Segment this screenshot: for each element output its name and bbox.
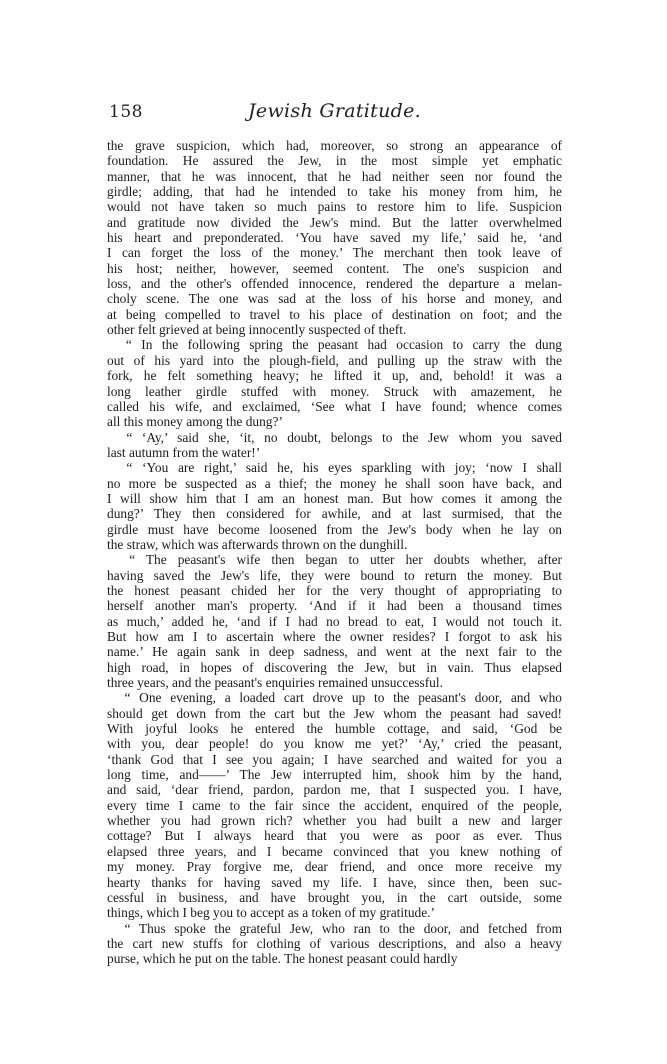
- text-line: the straw, which was afterwards thrown on the dunghill.: [107, 536, 408, 552]
- paragraph: [107, 552, 562, 690]
- text-line: every time I came to the fair since the accident, enquired of the people,: [107, 797, 562, 813]
- text-line: purse, which he put on the table. The honest peasant could hardly: [107, 951, 458, 967]
- text-line: But how am I to ascertain where the owner resides? I forgot to ask his: [107, 629, 562, 644]
- text-line: hearty thanks for having saved my life. I have, since then, been suc-: [107, 874, 562, 890]
- text-line: manner, that he was innocent, that he had neither seen nor found the: [107, 168, 562, 184]
- text-line: his heart and preponderated. ‘You have saved my life,’ said he, ‘and: [107, 230, 562, 246]
- paragraph: [107, 430, 562, 461]
- text-line: loss, and the other's offended innocence, rendered the departure a melan-: [107, 276, 562, 292]
- paragraph: [107, 138, 562, 337]
- text-line: the honest peasant chided her for the very thought of appropriating to: [107, 582, 562, 598]
- text-line: last autumn from the water!’: [107, 444, 261, 460]
- text-line: “ The peasant's wife then began to utter her doubts whether, after: [107, 552, 562, 568]
- text-line: “ ‘You are right,’ said he, his eyes sparkling with joy; ‘now I shall: [107, 460, 562, 476]
- text-line: at being compelled to travel to his place of destination on foot; and the: [107, 306, 562, 322]
- paragraph: [107, 690, 562, 920]
- text-line: and gratitude now divided the Jew's mind. But the latter overwhelmed: [107, 214, 562, 230]
- text-line: herself another man's property. ‘And if it had been a thousand times: [107, 598, 562, 614]
- text-line: should get down from the cart but the Jew whom the peasant had saved!: [107, 705, 562, 721]
- text-line: three years, and the peasant's enquiries remained unsuccessful.: [107, 675, 443, 691]
- body-text: [107, 138, 562, 967]
- text-line: “ In the following spring the peasant had occasion to carry the dung: [107, 337, 562, 353]
- page-number: 158: [109, 102, 143, 122]
- text-line: all this money among the dung?’: [107, 414, 283, 430]
- text-line: the cart new stuffs for clothing of various descriptions, and also a heavy: [107, 935, 562, 951]
- text-line: I will show him that I am an honest man. But how comes it among the: [107, 490, 562, 506]
- text-line: elapsed three years, and I became convinced that you knew nothing of: [107, 843, 562, 859]
- running-title: Jewish Gratitude.: [248, 100, 421, 122]
- text-line: fork, he felt something heavy; he lifted it up, and, behold! it was a: [107, 368, 562, 384]
- text-line: cessful in business, and have brought you, in the cart outside, some: [107, 889, 562, 905]
- text-line: “ ‘Ay,’ said she, ‘it, no doubt, belongs to the Jew whom you saved: [107, 429, 562, 445]
- text-line: choly scene. The one was sad at the loss of his horse and money, and: [107, 291, 562, 307]
- text-line: “ One evening, a loaded cart drove up to the peasant's door, and who: [107, 690, 562, 706]
- text-line: the grave suspicion, which had, moreover, so strong an appearance of: [107, 138, 562, 153]
- text-line: and said, ‘dear friend, pardon, pardon me, that I suspected you. I have,: [107, 782, 562, 798]
- text-line: called his wife, and exclaimed, ‘See what I have found; whence comes: [107, 398, 562, 414]
- text-line: “ Thus spoke the grateful Jew, who ran to the door, and fetched from: [107, 920, 562, 936]
- text-line: long leather girdle stuffed with money. Struck with amazement, he: [107, 383, 562, 399]
- text-line: having saved the Jew's life, they were bound to return the money. But: [107, 567, 562, 583]
- paragraph: [107, 921, 562, 967]
- text-line: ‘thank God that I see you again; I have searched and waited for you a: [107, 751, 562, 767]
- text-line: cottage? But I always heard that you were as poor as ever. Thus: [107, 828, 562, 844]
- text-line: no more be suspected as a thief; the money he shall soon have back, and: [107, 475, 562, 491]
- text-line: foundation. He assured the Jew, in the most simple yet emphatic: [107, 153, 562, 169]
- text-line: whether you had grown rich? whether you had built a new and larger: [107, 813, 562, 829]
- text-line: dung?’ They then considered for awhile, and at last surmised, that the: [107, 506, 562, 522]
- page-header: [107, 98, 562, 126]
- text-line: name.’ He again sank in deep sadness, and went at the next fair to the: [107, 644, 562, 660]
- text-line: with you, dear people! do you know me yet?’ ‘Ay,’ cried the peasant,: [107, 736, 562, 752]
- text-line: my money. Pray forgive me, dear friend, and once more receive my: [107, 859, 562, 875]
- paragraph: [107, 460, 562, 552]
- paragraph: [107, 337, 562, 429]
- text-line: long time, and——’ The Jew interrupted him, shook him by the hand,: [107, 767, 562, 783]
- text-line: things, which I beg you to accept as a token of my gratitude.’: [107, 905, 435, 921]
- text-line: girdle must have become loosened from the Jew's body when he lay on: [107, 521, 562, 537]
- text-line: out of his yard into the plough-field, and pulling up the straw with the: [107, 352, 562, 368]
- text-line: high road, in hopes of discovering the Jew, but in vain. Thus elapsed: [107, 659, 562, 675]
- text-line: his host; neither, however, seemed content. The one's suspicion and: [107, 260, 562, 276]
- text-line: I can forget the loss of the money.’ The merchant then took leave of: [107, 245, 562, 261]
- text-line: as much,’ added he, ‘and if I had no bread to eat, I would not touch it.: [107, 613, 562, 629]
- text-line: With joyful looks he entered the humble cottage, and said, ‘God be: [107, 721, 562, 737]
- text-line: girdle; adding, that had he intended to take his money from him, he: [107, 184, 562, 200]
- text-line: would not have taken so much pains to restore him to life. Suspicion: [107, 199, 562, 215]
- text-line: other felt grieved at being innocently suspected of theft.: [107, 322, 407, 338]
